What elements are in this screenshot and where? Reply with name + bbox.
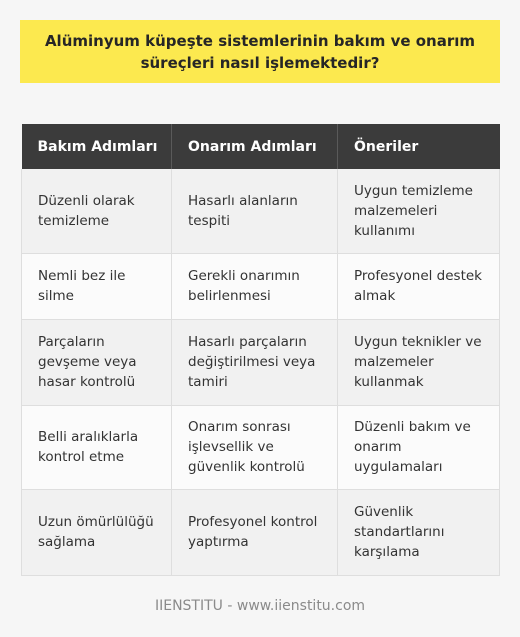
- table-cell: Güvenlik standartlarını karşılama: [338, 489, 500, 575]
- table-cell: Uzun ömürlülüğü sağlama: [22, 489, 172, 575]
- table-row: [22, 169, 500, 253]
- table-row: [22, 489, 500, 575]
- table-cell: Uygun temizleme malzemeleri kullanımı: [338, 169, 500, 253]
- table-cell: Hasarlı parçaların değiştirilmesi veya tamiri: [172, 319, 338, 405]
- footer-credit: IIENSTITU - www.iienstitu.com: [154, 598, 366, 614]
- table-cell: Belli aralıklarla kontrol etme: [22, 405, 172, 489]
- table-cell: Onarım sonrası işlevsellik ve güvenlik kontrolü: [172, 405, 338, 489]
- column-header-oneriler: Öneriler: [338, 124, 500, 169]
- table-row: [22, 319, 500, 405]
- table-cell: Profesyonel kontrol yaptırma: [172, 489, 338, 575]
- column-header-bakim: Bakım Adımları: [22, 124, 172, 169]
- table-header-row: [22, 124, 500, 169]
- table-cell: Nemli bez ile silme: [22, 253, 172, 319]
- column-header-onarim: Onarım Adımları: [172, 124, 338, 169]
- table-row: [22, 253, 500, 319]
- table-cell: Düzenli olarak temizleme: [22, 169, 172, 253]
- table-cell: Profesyonel destek almak: [338, 253, 500, 319]
- page-title: Alüminyum küpeşte sistemlerinin bakım ve onarım süreçleri nasıl işlemektedir?: [44, 31, 476, 72]
- maintenance-table: [21, 124, 500, 576]
- table-row: [22, 405, 500, 489]
- title-banner: [20, 20, 500, 83]
- table-cell: Uygun teknikler ve malzemeler kullanmak: [338, 319, 500, 405]
- table-cell: Düzenli bakım ve onarım uygulamaları: [338, 405, 500, 489]
- table-cell: Parçaların gevşeme veya hasar kontrolü: [22, 319, 172, 405]
- table-cell: Hasarlı alanların tespiti: [172, 169, 338, 253]
- table-cell: Gerekli onarımın belirlenmesi: [172, 253, 338, 319]
